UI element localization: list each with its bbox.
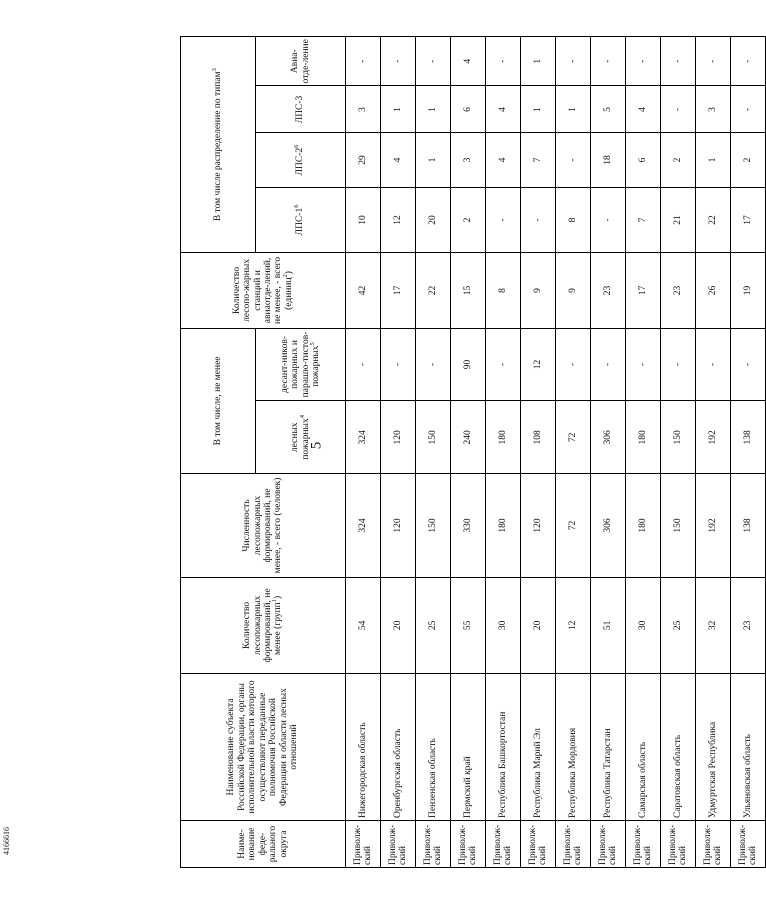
cell-subject: Оренбургская область [381,674,416,821]
forest-fire-table [180,36,766,868]
cell-lps3: 4 [486,86,521,133]
cell-groups: 20 [521,577,556,673]
cell-stations: 22 [416,253,451,328]
header-district: Наиме-нование феде-рального округа [181,821,346,868]
cell-lps1: 22 [696,187,731,253]
cell-staff: 330 [451,474,486,577]
cell-lps2: 1 [416,133,451,187]
cell-lps3: 4 [626,86,661,133]
cell-subject: Удмуртская Республика [696,674,731,821]
header-forest-firemen: лесных пожарных$^4$ [256,401,346,474]
cell-stations: 23 [661,253,696,328]
cell-lps2: 4 [486,133,521,187]
cell-groups: 30 [486,577,521,673]
cell-lps2: 29 [346,133,381,187]
cell-para: - [661,328,696,401]
cell-subject: Республика Татарстан [591,674,626,821]
cell-staff: 120 [381,474,416,577]
cell-lps1: 21 [661,187,696,253]
cell-district: Приволж-ский [556,821,591,868]
cell-firemen: 324 [346,401,381,474]
cell-para: - [381,328,416,401]
cell-avia: - [626,37,661,86]
cell-firemen: 240 [451,401,486,474]
header-avia: Авиа-отде-ление [256,37,346,86]
cell-groups: 32 [696,577,731,673]
cell-staff: 180 [486,474,521,577]
header-staff: Численность лесопожарных формирований, не менее, - всего (человек) [181,474,346,577]
cell-avia: - [346,37,381,86]
header-incl-not-less: В том числе, не менее [181,328,256,474]
cell-district: Приволж-ский [591,821,626,868]
header-incl-types: В том числе распределение по типам$^3$ [181,37,256,253]
cell-avia: - [381,37,416,86]
table-row [486,37,521,868]
table-row [696,37,731,868]
cell-lps3: 1 [521,86,556,133]
cell-para: - [626,328,661,401]
cell-groups: 55 [451,577,486,673]
cell-para: - [556,328,591,401]
cell-lps1: 20 [416,187,451,253]
cell-para: - [591,328,626,401]
cell-groups: 20 [381,577,416,673]
cell-para: - [731,328,766,401]
cell-stations: 26 [696,253,731,328]
cell-firemen: 120 [381,401,416,474]
cell-lps3: - [661,86,696,133]
cell-staff: 180 [626,474,661,577]
cell-lps1: 12 [381,187,416,253]
cell-lps1: 8 [556,187,591,253]
cell-lps1: - [591,187,626,253]
cell-lps2: 1 [696,133,731,187]
header-lps3: ЛПС-3 [256,86,346,133]
cell-para: - [346,328,381,401]
cell-lps3: 1 [556,86,591,133]
cell-para: - [416,328,451,401]
cell-lps3: - [731,86,766,133]
cell-lps2: 2 [661,133,696,187]
cell-groups: 25 [416,577,451,673]
cell-district: Приволж-ский [451,821,486,868]
cell-lps1: 17 [731,187,766,253]
cell-subject: Саратовская область [661,674,696,821]
cell-stations: 9 [521,253,556,328]
rotated-table-container [180,36,758,868]
cell-avia: - [556,37,591,86]
cell-lps2: 7 [521,133,556,187]
cell-lps3: 1 [416,86,451,133]
cell-firemen: 192 [696,401,731,474]
cell-lps2: 4 [381,133,416,187]
cell-lps1: 2 [451,187,486,253]
cell-lps2: 2 [731,133,766,187]
table-row [661,37,696,868]
cell-stations: 23 [591,253,626,328]
cell-district: Приволж-ский [346,821,381,868]
cell-staff: 138 [731,474,766,577]
cell-district: Приволж-ский [416,821,451,868]
document-code: 4166616 [2,827,11,855]
cell-lps1: - [486,187,521,253]
cell-avia: - [696,37,731,86]
cell-para: 90 [451,328,486,401]
cell-subject: Пермский край [451,674,486,821]
cell-staff: 150 [416,474,451,577]
cell-lps3: 3 [696,86,731,133]
cell-lps3: 1 [381,86,416,133]
cell-subject: Самарская область [626,674,661,821]
table-row [591,37,626,868]
cell-district: Приволж-ский [486,821,521,868]
table-row [556,37,591,868]
table-row [381,37,416,868]
cell-stations: 15 [451,253,486,328]
cell-stations: 17 [626,253,661,328]
cell-subject: Ульяновская область [731,674,766,821]
cell-avia: - [591,37,626,86]
cell-district: Приволж-ский [696,821,731,868]
cell-groups: 12 [556,577,591,673]
cell-para: - [486,328,521,401]
cell-firemen: 150 [661,401,696,474]
cell-avia: - [486,37,521,86]
table-row [416,37,451,868]
cell-groups: 51 [591,577,626,673]
cell-lps1: 10 [346,187,381,253]
cell-staff: 306 [591,474,626,577]
cell-subject: Республика Марий Эл [521,674,556,821]
cell-subject: Республика Мордовия [556,674,591,821]
header-groups: Количество лесопожарных формирований, не менее (групп$^1$) [181,577,346,673]
cell-groups: 25 [661,577,696,673]
table-body [346,37,766,868]
table-row [346,37,381,868]
cell-avia: - [731,37,766,86]
cell-lps2: 6 [626,133,661,187]
cell-staff: 72 [556,474,591,577]
table-row [731,37,766,868]
cell-lps3: 5 [591,86,626,133]
cell-lps2: 18 [591,133,626,187]
header-subject: Наименование субъекта Российской Федерации, органы исполнительной власти которого осуществляют переданные полномочия Российской Федерации в области лесных отношений [181,674,346,821]
cell-firemen: 180 [626,401,661,474]
header-paratroopers: десант-ников-пожарных и парашю-тистов-пожарных$^5$ [256,328,346,401]
cell-staff: 324 [346,474,381,577]
cell-lps3: 6 [451,86,486,133]
cell-stations: 42 [346,253,381,328]
cell-stations: 8 [486,253,521,328]
cell-lps3: 3 [346,86,381,133]
cell-avia: - [661,37,696,86]
cell-staff: 120 [521,474,556,577]
header-lps1: ЛПС-$1^6$ [256,187,346,253]
cell-subject: Нижегородская область [346,674,381,821]
cell-para: 12 [521,328,556,401]
table-row [626,37,661,868]
page-number: 5 [308,441,325,450]
cell-district: Приволж-ский [381,821,416,868]
cell-staff: 192 [696,474,731,577]
cell-subject: Пензенская область [416,674,451,821]
table-row [451,37,486,868]
cell-lps2: 3 [451,133,486,187]
cell-subject: Республика Башкортостан [486,674,521,821]
cell-district: Приволж-ский [521,821,556,868]
cell-firemen: 138 [731,401,766,474]
cell-lps2: - [556,133,591,187]
cell-district: Приволж-ский [626,821,661,868]
cell-avia: 4 [451,37,486,86]
cell-district: Приволж-ский [731,821,766,868]
cell-firemen: 306 [591,401,626,474]
table-row [521,37,556,868]
cell-para: - [696,328,731,401]
cell-avia: 1 [521,37,556,86]
header-lps2: ЛПС-$2^6$ [256,133,346,187]
cell-firemen: 150 [416,401,451,474]
cell-lps1: - [521,187,556,253]
cell-groups: 54 [346,577,381,673]
cell-stations: 9 [556,253,591,328]
cell-district: Приволж-ский [661,821,696,868]
cell-firemen: 72 [556,401,591,474]
header-stations: Количество лесопо-жарных станций и авиаотде-лений, не менее, - всего (единиц$^2$) [181,253,346,328]
cell-stations: 19 [731,253,766,328]
cell-firemen: 108 [521,401,556,474]
cell-groups: 23 [731,577,766,673]
cell-lps1: 7 [626,187,661,253]
cell-avia: - [416,37,451,86]
cell-staff: 150 [661,474,696,577]
cell-stations: 17 [381,253,416,328]
cell-groups: 30 [626,577,661,673]
cell-firemen: 180 [486,401,521,474]
